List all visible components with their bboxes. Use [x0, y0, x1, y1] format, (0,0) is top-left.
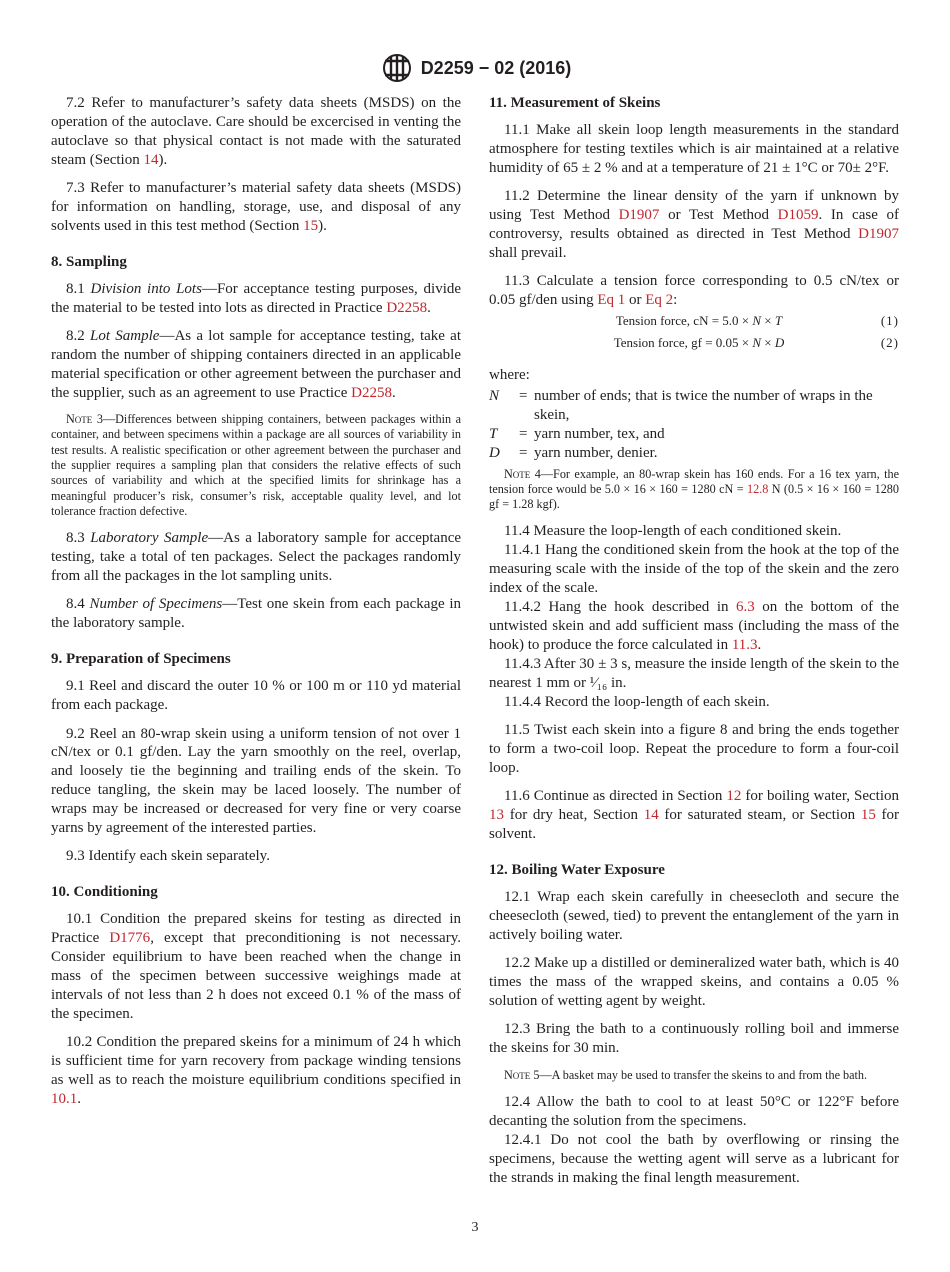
note-label: Note 3	[66, 412, 103, 427]
variable-definition	[489, 425, 899, 444]
right-column	[489, 94, 899, 1187]
paragraph: 11.4 Measure the loop-length of each conditioned skein.	[504, 523, 842, 540]
italic-term: Lot Sample	[90, 328, 160, 345]
paragraph: 12.4.1 Do not cool the bath by overflowing or rinsing the specimens, because the wetting agent will serve as a lubricant for the strands in making the final length measurement.	[489, 1131, 899, 1186]
paragraph: 11.3 Calculate a tension force corresponding to 0.5 cN/tex or 0.05 gf/den using Eq 1 or Eq 2:	[489, 273, 899, 309]
cross-reference-link[interactable]: D1059	[777, 207, 819, 224]
note: Note 3—Differences between shipping containers, between packages within a container, and between specimens within a package are all sources of variability in test results. A realistic specification or other agreement between the purchaser and the supplier requires a sampling plan that considers the relative effects of such sources of variability and which at the specified limits for shrinkage has a meaningful producer’s risk, consumer’s risk, acceptable quality level, and lot tolerance fraction defective.	[51, 412, 462, 518]
italic-term: Laboratory Sample	[90, 530, 209, 547]
paragraph: 11.5 Twist each skein into a figure 8 and bring the ends together to form a two-coil loop. Repeat the procedure to form a four-coil loop.	[489, 722, 899, 776]
equation	[489, 312, 899, 330]
paragraph: 11.2 Determine the linear density of the yarn if unknown by using Test Method D1907 or Test Method D1059. In case of controversy, results obtained as directed in Test Method D1907 shall prevail.	[489, 188, 899, 261]
equals-sign: =	[519, 444, 528, 461]
variable-symbol: D	[489, 444, 500, 461]
variable-symbol: T	[489, 425, 498, 442]
cross-reference-link[interactable]: Eq 1	[597, 292, 626, 309]
paragraph: 9.3 Identify each skein separately.	[66, 848, 270, 865]
cross-reference-link[interactable]: D2258	[386, 299, 428, 316]
paragraph: 12.4 Allow the bath to cool to at least 50°C or 122°F before decanting the solution from the specimens.	[489, 1093, 899, 1129]
cross-reference-link[interactable]: D1907	[858, 225, 899, 242]
page-header	[0, 53, 950, 83]
cross-reference-link[interactable]: Eq 2	[645, 292, 674, 309]
cross-reference-link[interactable]: D2258	[351, 384, 392, 401]
left-column	[51, 94, 461, 1118]
note: Note 4—For example, an 80-wrap skein has 160 ends. For a 16 tex yarn, the tension force would be 5.0 × 16 × 160 = 1280 cN = 12.8 N (0.5 × 16 × 160 = 1280 gf = 1.28 kgf).	[489, 466, 899, 512]
cross-reference-link[interactable]: 11.3	[731, 636, 758, 653]
note-label: Note 5	[504, 1067, 540, 1082]
cross-reference-link[interactable]: 14	[643, 807, 659, 824]
equals-sign: =	[519, 425, 528, 442]
astm-logo-icon	[379, 53, 415, 83]
paragraph: 7.2 Refer to manufacturer’s safety data sheets (MSDS) on the operation of the autoclave. Care should be excercised in venting the autoclave so that physical contact is not made with the saturated steam (Section 14).	[51, 95, 461, 168]
paragraph: 10.2 Condition the prepared skeins for a minimum of 24 h which is sufficient time for yarn recovery from package winding tensions as well as to reach the moisture equilibrium conditions specified in 10.1.	[51, 1034, 461, 1107]
cross-reference-link[interactable]: 13	[489, 807, 504, 824]
paragraph: 8.1 Division into Lots—For acceptance testing purposes, divide the material to be tested into lots as directed in Practice D2258.	[51, 280, 462, 316]
paragraph: 11.4.3 After 30 ± 3 s, measure the inside length of the skein to the nearest 1 mm or ¹⁄₁₆ in.	[489, 655, 899, 691]
section-heading: 12. Boiling Water Exposure	[489, 861, 665, 878]
variable-description: yarn number, tex, and	[534, 425, 665, 442]
italic-term: D	[774, 335, 785, 351]
page-number: 3	[471, 1220, 479, 1235]
equals-sign: =	[519, 387, 528, 404]
cross-reference-link[interactable]: 15	[860, 807, 876, 824]
italic-term: N	[752, 313, 762, 329]
italic-term: N	[752, 335, 762, 351]
equation-body: Tension force, gf = 0.05 × N × D	[613, 335, 785, 351]
equation-number: (1)	[880, 313, 899, 329]
section-heading: 10. Conditioning	[51, 884, 158, 901]
where-label: where:	[489, 367, 530, 384]
cross-reference-link[interactable]: 15	[303, 217, 319, 234]
variable-definition	[489, 387, 899, 425]
variable-symbol: N	[489, 387, 500, 404]
where-list	[489, 366, 899, 463]
paragraph: 10.1 Condition the prepared skeins for testing as directed in Practice D1776, except that preconditioning is not necessary. Consider equilibrium to have been reached when the change in mass of the specimen between successive weighings made at intervals of not less than 2 h does not exceed 0.1 % of the mass of the specimen.	[51, 911, 461, 1022]
paragraph: 9.1 Reel and discard the outer 10 % or 100 m or 110 yd material from each package.	[51, 678, 461, 714]
paragraph: 8.4 Number of Specimens—Test one skein from each package in the laboratory sample.	[51, 596, 462, 632]
section-heading: 11. Measurement of Skeins	[489, 95, 661, 111]
italic-term: Division into Lots	[90, 280, 202, 297]
italic-term: Number of Specimens	[89, 596, 223, 613]
cross-reference-link[interactable]: 12	[726, 788, 742, 805]
note-label: Note 4	[504, 466, 541, 481]
paragraph: 11.6 Continue as directed in Section 12 for boiling water, Section 13 for dry heat, Section 14 for saturated steam, or Section 15 for solvent.	[489, 788, 900, 843]
document-id: D2259 − 02 (2016)	[420, 57, 572, 78]
cross-reference-link[interactable]: 14	[143, 151, 159, 168]
paragraph: 11.1 Make all skein loop length measurements in the standard atmosphere for testing textiles which is air maintained at a relative humidity of 65 ± 2 % and at a temperature of 21 ± 1°C or 70± 2°F.	[489, 121, 899, 176]
note: Note 5—A basket may be used to transfer the skeins to and from the bath.	[504, 1067, 868, 1082]
paragraph: 9.2 Reel an 80-wrap skein using a uniform tension of not over 1 cN/tex or 0.1 gf/den. Lay the yarn smoothly on the reel, overlap, and loosely tie the beginning and trailing ends of the skein. To reduce tangling, the skein may be laced loosely. The number of wraps may be increased or decreased for very fine or very coarse yarns by agreement of the interested parties.	[51, 725, 461, 837]
equation-number: (2)	[880, 335, 899, 351]
paragraph: 8.3 Laboratory Sample—As a laboratory sample for acceptance testing, take a total of ten packages. Select the packages randomly from all the packages in the lot sampling units.	[51, 530, 462, 585]
paragraph: 11.4.1 Hang the conditioned skein from the hook at the top of the measuring scale with the inside of the top of the skein and the zero index of the scale.	[489, 542, 899, 597]
equation-body: Tension force, cN = 5.0 × N × T	[615, 313, 783, 329]
cross-reference-link[interactable]: 6.3	[736, 599, 755, 616]
equation	[489, 334, 899, 352]
cross-reference-link[interactable]: 10.1	[51, 1090, 78, 1107]
section-heading: 8. Sampling	[51, 253, 127, 270]
paragraph: 12.1 Wrap each skein carefully in cheesecloth and secure the cheesecloth (sewed, tied) to prevent the entanglement of the yarn in actively boiling water.	[489, 888, 899, 943]
variable-definition	[489, 444, 899, 463]
section-heading: 9. Preparation of Specimens	[51, 651, 231, 668]
paragraph: 12.3 Bring the bath to a continuously rolling boil and immerse the skeins for 30 min.	[489, 1021, 899, 1057]
paragraph: 12.2 Make up a distilled or demineralized water bath, which is 40 times the mass of the wrapped skeins, and contains a 0.05 % solution of wetting agent by weight.	[489, 955, 899, 1009]
cross-reference-link[interactable]: 12.8	[747, 481, 769, 496]
paragraph: 11.4.2 Hang the hook described in 6.3 on the bottom of the untwisted skein and add sufficient mass (including the mass of the hook) to produce the force calculated in 11.3.	[489, 599, 899, 653]
variable-description: yarn number, denier.	[534, 444, 658, 461]
cross-reference-link[interactable]: D1907	[618, 207, 660, 224]
paragraph: 11.4.4 Record the loop-length of each skein.	[504, 693, 770, 710]
variable-description: number of ends; that is twice the number of wraps in the skein,	[534, 387, 873, 423]
italic-term: T	[774, 313, 783, 329]
paragraph: 7.3 Refer to manufacturer’s material safety data sheets (MSDS) for information on handling, storage, use, and disposal of any solvents used in this test method (Section 15).	[51, 180, 461, 234]
cross-reference-link[interactable]: D1776	[109, 930, 151, 947]
paragraph: 8.2 Lot Sample—As a lot sample for acceptance testing, take at random the number of shipping containers directed in an applicable material specification or other agreement between the purchaser and the supplier, such as an agreement to use Practice D2258.	[51, 328, 462, 401]
